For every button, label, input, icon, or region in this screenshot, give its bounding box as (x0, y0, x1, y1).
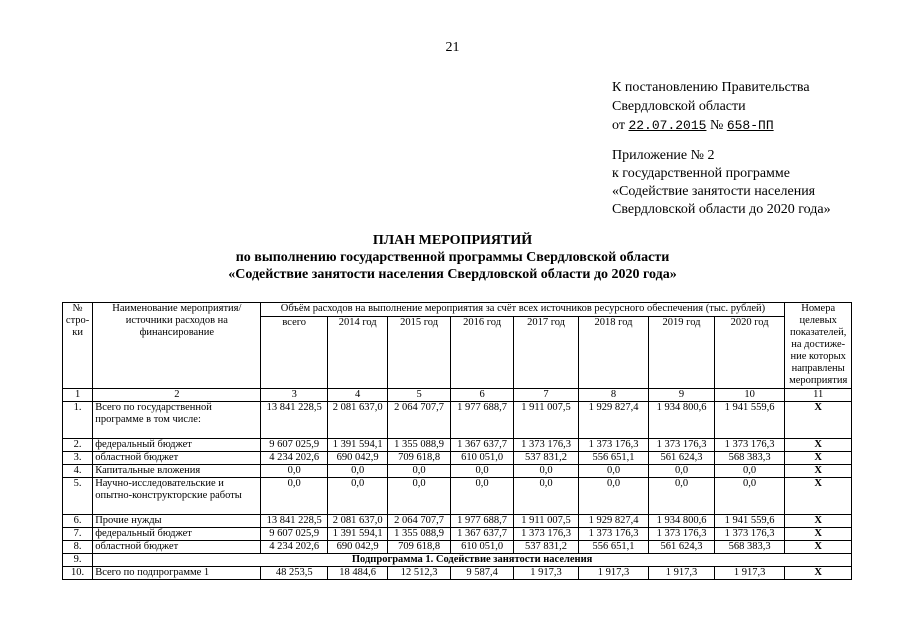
page-number: 21 (445, 40, 460, 55)
cell-value: 0,0 (578, 465, 649, 478)
row-name: федеральный бюджет (93, 439, 261, 452)
plan-table (62, 302, 852, 580)
column-number: 9 (649, 389, 714, 402)
cell-value: 1 373 176,3 (714, 528, 785, 541)
cell-value: 13 841 228,5 (261, 515, 327, 528)
row-name: федеральный бюджет (93, 528, 261, 541)
header-year: 2014 год (327, 317, 387, 389)
cell-value: 1 373 176,3 (578, 528, 649, 541)
cell-value: 1 917,3 (514, 567, 578, 580)
column-number: 11 (785, 389, 852, 402)
cell-value: 561 624,3 (649, 541, 714, 554)
subprogram-title: Подпрограмма 1. Содействие занятости населения (93, 554, 852, 567)
header-year: 2020 год (714, 317, 785, 389)
cell-value: 0,0 (261, 478, 327, 515)
cell-value: 2 064 707,7 (388, 402, 450, 439)
table-row (63, 541, 852, 554)
resolution-number: 658-ПП (726, 118, 774, 133)
cell-value: 1 917,3 (649, 567, 714, 580)
cell-value: 1 917,3 (578, 567, 649, 580)
column-number: 5 (388, 389, 450, 402)
cell-value: 12 512,3 (388, 567, 450, 580)
cell-value: 9 607 025,9 (261, 528, 327, 541)
cell-value: 1 929 827,4 (578, 515, 649, 528)
row-name: Научно-исследовательские и опытно-конструкторские работы (93, 478, 261, 515)
column-number: 10 (714, 389, 785, 402)
cell-value: 1 934 800,6 (649, 402, 714, 439)
cell-value: 1 373 176,3 (649, 528, 714, 541)
cell-value: 2 081 637,0 (327, 515, 387, 528)
column-number: 4 (327, 389, 387, 402)
header-total: всего (261, 317, 327, 389)
cell-indicator: Х (785, 452, 852, 465)
cell-value: 4 234 202,6 (261, 452, 327, 465)
row-number: 9. (63, 554, 93, 567)
table-row (63, 567, 852, 580)
row-number: 4. (63, 465, 93, 478)
row-name: Прочие нужды (93, 515, 261, 528)
row-number: 8. (63, 541, 93, 554)
table-row (63, 452, 852, 465)
appendix-line-4: Свердловской области до 2020 года» (612, 202, 831, 217)
cell-value: 1 977 688,7 (450, 515, 513, 528)
cell-value: 0,0 (450, 478, 513, 515)
cell-value: 2 064 707,7 (388, 515, 450, 528)
date-prefix: от (612, 118, 625, 133)
cell-value: 9 607 025,9 (261, 439, 327, 452)
cell-indicator: Х (785, 567, 852, 580)
cell-value: 610 051,0 (450, 541, 513, 554)
cell-value: 1 373 176,3 (514, 439, 578, 452)
cell-value: 1 373 176,3 (714, 439, 785, 452)
row-number: 1. (63, 402, 93, 439)
cell-value: 610 051,0 (450, 452, 513, 465)
row-number: 6. (63, 515, 93, 528)
column-number: 3 (261, 389, 327, 402)
cell-value: 1 941 559,6 (714, 402, 785, 439)
cell-value: 1 367 637,7 (450, 528, 513, 541)
cell-value: 709 618,8 (388, 452, 450, 465)
plan-title-line-3: «Содействие занятости населения Свердловской области до 2020 года» (228, 267, 677, 282)
cell-value: 48 253,5 (261, 567, 327, 580)
cell-value: 0,0 (388, 478, 450, 515)
row-name: Всего по подпрограмме 1 (93, 567, 261, 580)
resolution-line-1: К постановлению Правительства (612, 80, 810, 95)
row-number: 10. (63, 567, 93, 580)
column-number-row (63, 389, 852, 402)
cell-value: 1 367 637,7 (450, 439, 513, 452)
cell-value: 0,0 (514, 478, 578, 515)
appendix-line-3: «Содействие занятости населения (612, 184, 816, 199)
cell-value: 0,0 (649, 465, 714, 478)
plan-title (0, 232, 905, 283)
table-row (63, 465, 852, 478)
cell-value: 537 831,2 (514, 541, 578, 554)
cell-value: 9 587,4 (450, 567, 513, 580)
table-row (63, 515, 852, 528)
header-year: 2015 год (388, 317, 450, 389)
subprogram-row (63, 554, 852, 567)
cell-value: 13 841 228,5 (261, 402, 327, 439)
resolution-line-2: Свердловской области (612, 99, 746, 114)
cell-value: 18 484,6 (327, 567, 387, 580)
cell-indicator: Х (785, 465, 852, 478)
cell-value: 1 917,3 (714, 567, 785, 580)
plan-title-line-1: ПЛАН МЕРОПРИЯТИЙ (372, 233, 533, 248)
cell-value: 1 911 007,5 (514, 515, 578, 528)
column-number: 7 (514, 389, 578, 402)
row-name: областной бюджет (93, 452, 261, 465)
cell-value: 0,0 (388, 465, 450, 478)
header-event-name: Наименование мероприятия/ источники расходов на финансирование (93, 303, 261, 389)
cell-value: 1 355 088,9 (388, 439, 450, 452)
header-expense-volume: Объём расходов на выполнение мероприятия за счёт всех источников ресурсного обеспечения (тыс. рублей) (261, 303, 785, 317)
cell-indicator: Х (785, 515, 852, 528)
column-number: 1 (63, 389, 93, 402)
cell-value: 0,0 (649, 478, 714, 515)
cell-value: 0,0 (327, 478, 387, 515)
number-prefix: № (709, 118, 724, 133)
cell-value: 537 831,2 (514, 452, 578, 465)
cell-value: 1 977 688,7 (450, 402, 513, 439)
cell-value: 1 355 088,9 (388, 528, 450, 541)
cell-value: 1 373 176,3 (578, 439, 649, 452)
appendix-reference (612, 147, 831, 219)
cell-value: 0,0 (261, 465, 327, 478)
cell-value: 0,0 (327, 465, 387, 478)
cell-value: 1 934 800,6 (649, 515, 714, 528)
cell-value: 0,0 (514, 465, 578, 478)
row-number: 2. (63, 439, 93, 452)
row-name: Капитальные вложения (93, 465, 261, 478)
column-number: 2 (93, 389, 261, 402)
cell-value: 1 373 176,3 (649, 439, 714, 452)
row-name: областной бюджет (93, 541, 261, 554)
cell-value: 0,0 (578, 478, 649, 515)
header-year: 2018 год (578, 317, 649, 389)
cell-value: 556 651,1 (578, 541, 649, 554)
cell-indicator: Х (785, 541, 852, 554)
header-year: 2016 год (450, 317, 513, 389)
header-row-number: № стро-ки (63, 303, 93, 389)
cell-value: 2 081 637,0 (327, 402, 387, 439)
cell-value: 0,0 (450, 465, 513, 478)
cell-value: 0,0 (714, 478, 785, 515)
row-number: 7. (63, 528, 93, 541)
resolution-date-line (612, 116, 810, 135)
appendix-line-1: Приложение № 2 (612, 148, 715, 163)
table-row (63, 439, 852, 452)
header-year: 2017 год (514, 317, 578, 389)
column-number: 8 (578, 389, 649, 402)
cell-indicator: Х (785, 478, 852, 515)
cell-indicator: Х (785, 439, 852, 452)
cell-value: 568 383,3 (714, 452, 785, 465)
table-row (63, 478, 852, 515)
row-number: 3. (63, 452, 93, 465)
cell-value: 1 911 007,5 (514, 402, 578, 439)
header-year: 2019 год (649, 317, 714, 389)
appendix-line-2: к государственной программе (612, 166, 790, 181)
plan-title-line-2: по выполнению государственной программы Свердловской области (235, 250, 670, 265)
table-row (63, 528, 852, 541)
cell-indicator: Х (785, 402, 852, 439)
header-indicators: Номера целевых показателей, на достиже-ние которых направлены мероприятия (785, 303, 852, 389)
cell-value: 709 618,8 (388, 541, 450, 554)
cell-value: 1 929 827,4 (578, 402, 649, 439)
cell-value: 690 042,9 (327, 452, 387, 465)
cell-value: 568 383,3 (714, 541, 785, 554)
column-number: 6 (450, 389, 513, 402)
table-row (63, 402, 852, 439)
cell-indicator: Х (785, 528, 852, 541)
row-number: 5. (63, 478, 93, 515)
cell-value: 1 941 559,6 (714, 515, 785, 528)
resolution-reference (612, 78, 810, 135)
cell-value: 4 234 202,6 (261, 541, 327, 554)
cell-value: 690 042,9 (327, 541, 387, 554)
cell-value: 1 373 176,3 (514, 528, 578, 541)
cell-value: 0,0 (714, 465, 785, 478)
cell-value: 556 651,1 (578, 452, 649, 465)
cell-value: 561 624,3 (649, 452, 714, 465)
cell-value: 1 391 594,1 (327, 528, 387, 541)
resolution-date: 22.07.2015 (628, 118, 707, 133)
cell-value: 1 391 594,1 (327, 439, 387, 452)
row-name: Всего по государственной программе в том числе: (93, 402, 261, 439)
